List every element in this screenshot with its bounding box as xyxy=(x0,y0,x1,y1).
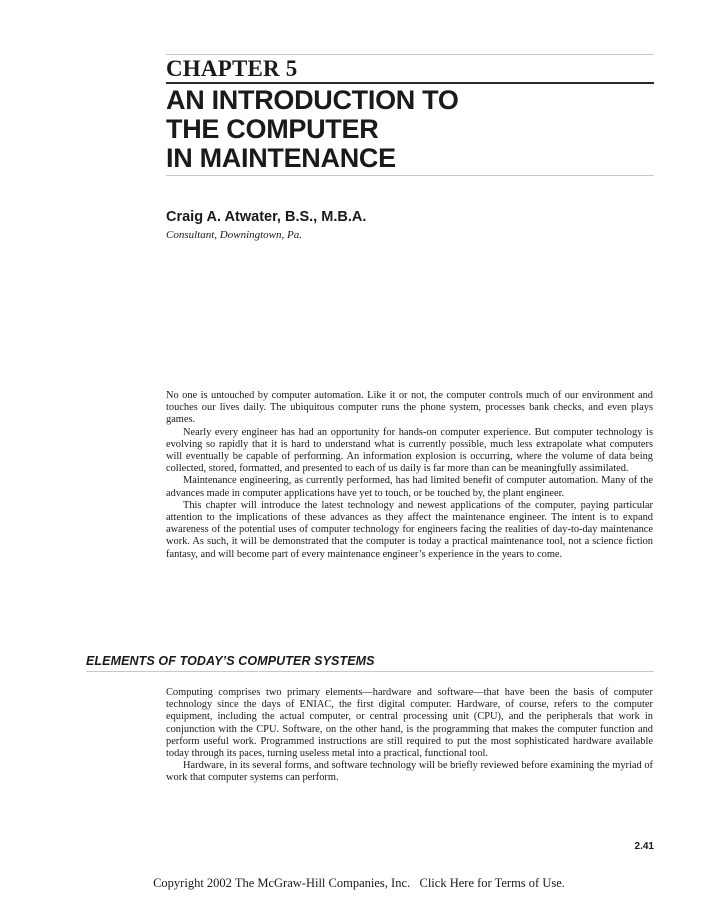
author-affiliation: Consultant, Downingtown, Pa. xyxy=(166,229,302,241)
top-rule xyxy=(166,54,654,55)
author-name: Craig A. Atwater, B.S., M.B.A. xyxy=(166,209,367,225)
chapter-title-line: AN INTRODUCTION TO xyxy=(166,85,459,115)
paragraph: Computing comprises two primary elements—hardware and software—that have been the basis of computer technology since the days of ENIAC, the first digital computer. Hardware, of course, refers to the computer equipment, including the actual computer, or central processing unit (CPU), and the peripherals that work in conjunction with the CPU. Software, on the other hand, is the programming that makes the computer function and perform useful work. Programmed instructions are still required to put the most sophisticated hardware available today through its paces, turning useless metal into a practical, functional tool. xyxy=(166,687,653,760)
footer xyxy=(0,876,718,891)
intro-text xyxy=(166,390,653,561)
chapter-rule xyxy=(166,82,654,84)
chapter-title-line: THE COMPUTER xyxy=(166,114,379,144)
section-heading: ELEMENTS OF TODAY’S COMPUTER SYSTEMS xyxy=(86,654,375,668)
section-rule xyxy=(86,671,654,672)
section-text xyxy=(166,687,653,785)
paragraph: No one is untouched by computer automation. Like it or not, the computer controls much of our environment and touches our lives daily. The ubiquitous computer runs the phone system, processes bank checks, and even plays games. xyxy=(166,390,653,426)
chapter-title-line: IN MAINTENANCE xyxy=(166,143,396,173)
paragraph: This chapter will introduce the latest technology and newest applications of the computer, paying particular attention to the implications of these advances as they affect the maintenance engineer. The intent is to expand awareness of the potential uses of computer technology for engineers facing the realities of day-to-day maintenance work. As such, it will be demonstrated that the computer is today a practical maintenance tool, not a science fiction fantasy, and will become part of every maintenance engineer’s experience in the years to come. xyxy=(166,499,653,560)
paragraph: Hardware, in its several forms, and software technology will be briefly reviewed before examining the myriad of work that computer systems can perform. xyxy=(166,760,653,784)
paragraph: Maintenance engineering, as currently performed, has had limited benefit of computer automation. Many of the advances made in computer applications have yet to touch, or be touched by, the plant engineer. xyxy=(166,475,653,499)
paragraph: Nearly every engineer has had an opportunity for hands-on computer experience. But computer technology is evolving so rapidly that it is hard to understand what is currently possible, much less extrapolate what computers will eventually be capable of performing. An information explosion is occurring, where the volume of data being collected, stored, formatted, and presented to each of us daily is far more than can be meaningfully assimilated. xyxy=(166,426,653,475)
chapter-label: CHAPTER 5 xyxy=(166,56,298,81)
chapter-title xyxy=(166,86,459,173)
title-rule xyxy=(166,175,654,176)
terms-of-use-link[interactable]: Click Here for Terms of Use. xyxy=(419,876,565,890)
copyright-text: Copyright 2002 The McGraw-Hill Companies, Inc. xyxy=(153,876,411,890)
page-number: 2.41 xyxy=(634,841,654,852)
